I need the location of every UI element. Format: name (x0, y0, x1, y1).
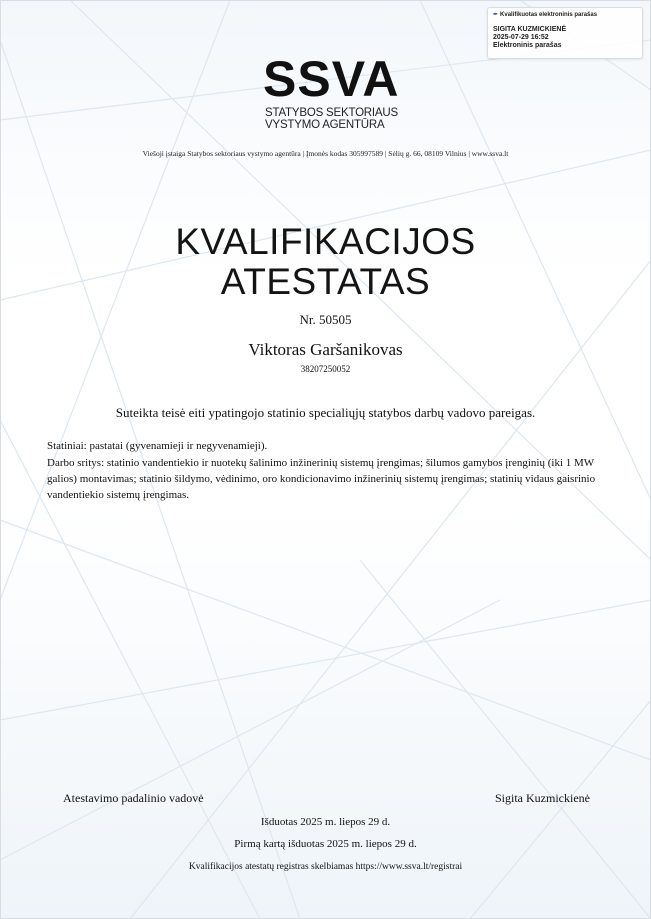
work-areas: Darbo sritys: statinio vandentiekio ir nuotekų šalinimo inžinerinių sistemų įrengimas; šilumos gamybos įrenginių (iki 1 MW galios) montavimas; statinio šildymo, vėdinimo, oro kondicionavimo inžinerinių sistemų įrengimas; statinių vidaus gaisrinio vandentiekio sistemų įrengimas. (47, 457, 596, 501)
signature-header (493, 11, 597, 18)
buildings-scope: Statiniai: pastatai (gyvenamieji ir negyvenamieji). (47, 440, 268, 452)
pen-icon: ✒ (493, 12, 499, 18)
certificate-number: Nr. 50505 (299, 312, 352, 327)
signer-name: Sigita Kuzmickienė (495, 791, 590, 805)
registry-info: Kvalifikacijos atestatų registras skelbiamas https://www.ssva.lt/registrai (188, 862, 463, 872)
signer-position: Atestavimo padalinio vadovė (63, 791, 204, 805)
electronic-signature-stamp (487, 7, 643, 59)
holder-name: Viktoras Garšanikovas (248, 340, 403, 359)
organization-info: Viešoji įstaiga Statybos sektoriaus vystymo agentūra | Įmonės kodas 305997589 | Sėlių g. 66, 08109 Vilnius | www.ssva.lt (142, 149, 509, 158)
issue-date: Išduotas 2025 m. liepos 29 d. (260, 816, 391, 828)
first-issue-date: Pirmą kartą išduotas 2025 m. liepos 29 d. (234, 838, 417, 850)
title-line-2: ATESTATAS (220, 261, 431, 302)
signature-type: Elektroninis parašas (493, 42, 562, 49)
logo-acronym: SSVA (263, 51, 400, 107)
signature-header-text: Kvalifikuotas elektroninis parašas (500, 12, 598, 18)
signature-datetime: 2025-07-29 16:52 (493, 34, 549, 41)
logo-line-1: STATYBOS SEKTORIAUS (265, 107, 398, 119)
logo-line-2: VYSTYMO AGENTŪRA (265, 119, 385, 131)
title-line-1: KVALIFIKACIJOS (175, 221, 476, 262)
signature-signer-name: SIGITA KUZMICKIENĖ (493, 26, 567, 33)
holder-personal-code: 38207250052 (300, 364, 351, 374)
granted-right: Suteikta teisė eiti ypatingojo statinio specialiųjų statybos darbų vadovo pareigas. (115, 405, 536, 420)
